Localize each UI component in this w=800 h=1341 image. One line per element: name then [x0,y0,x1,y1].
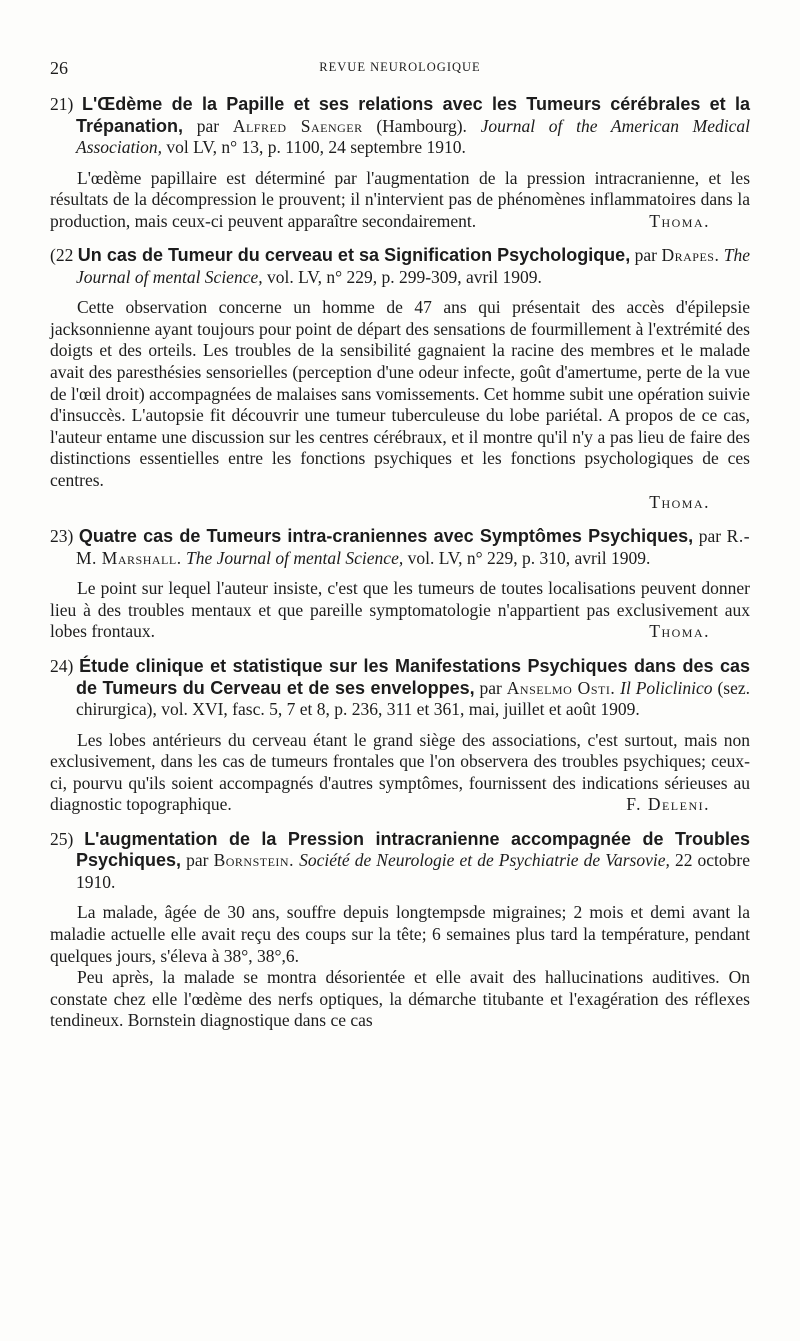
source-reference: vol. LV, n° 229, p. 299-309, avril 1909. [267,266,542,287]
reviewer-signature: Thoma. [649,491,710,512]
running-header [50,58,750,78]
entry-heading [50,526,750,569]
entry-number: 21) [50,94,74,114]
source-reference: 22 octobre 1910. [76,850,751,892]
source-journal: Il Policlinico [620,677,713,698]
source-journal: The Journal of mental Science, [76,245,751,287]
article-title: Un cas de Tumeur du cerveau et sa Signification Psychologique, [77,245,631,266]
reviewer-signature: Thoma. [649,210,710,231]
par-word: par [634,245,658,266]
page-number: 26 [50,58,68,78]
author-location: (Hambourg). [376,115,467,136]
entry-number: 24) [50,656,74,676]
abstract-text: Cette observation concerne un homme de 47 ans qui présentait des accès d'épilepsie jacksonnienne ayant toujours pour point de départ des sensations de fourmillement à l'extrémité des doigts et des orteils. Les troubles de la sensibilité gagnaient la racine des membres et le malade avait des paresthésies sensorielles (perception d'une odeur infecte, goût d'amertume, perte de la vue de l'œil droit) accompagnées de malaises sans vomissements. Cet homme subit une opération suivie d'insuccès. L'autopsie fit découvrir une tumeur tuberculeuse du lobe pariétal. A propos de ce cas, l'auteur entame une discussion sur les centres cérébraux, et il montre qu'il n'y a pas lieu de faire des distinctions essentielles entre les fonctions psychiques et les fonctions psychologiques de ces centres. [50,297,750,491]
entry-heading [50,94,750,159]
article-title: L'Œdème de la Papille et ses relations avec les Tumeurs cérébrales et la Trépanation, [76,94,750,136]
abstract-text-continued: Peu après, la malade se montra désorientée et elle avait des hallucinations auditives. On constate chez elle l'œdème des nerfs optiques, la démarche titubante et l'exagération des réflexes tendineux. Bornstein diagnostique dans ce cas [50,967,750,1031]
article-title: Étude clinique et statistique sur les Manifestations Psychiques dans des cas de Tumeurs du Cerveau et de ses enveloppes, [76,656,751,698]
abstract-body: Le point sur lequel l'auteur insiste, c'est que les tumeurs de toutes localisations peuvent donner lieu à des troubles mentaux et que pareille symptomatologie n'appartient pas exclusivement aux lobes frontaux. [50,578,750,642]
reviewer-signature: F. Deleni. [626,794,710,815]
abstract-entry-24 [50,656,750,816]
reviewer-signature: Thoma. [649,621,710,642]
article-author: Bornstein. [213,850,294,871]
source-reference: (sez. chirurgica), vol. XVI, fasc. 5, 7 et 8, p. 236, 311 et 361, mai, juillet et août 1909. [76,677,750,719]
reviewer-signature-line [50,492,750,514]
abstract-entry-23 [50,526,750,643]
entry-number: 23) [50,526,74,547]
par-word: par [698,526,722,547]
article-title: Quatre cas de Tumeurs intra-craniennes avec Symptômes Psychiques, [78,526,694,547]
par-word: par [186,850,209,871]
source-journal: The Journal of mental Science, [185,547,404,568]
article-author: Drapes. [661,245,720,266]
journal-title: REVUE NEUROLOGIQUE [319,60,481,74]
source-reference: vol. LV, n° 229, p. 310, avril 1909. [407,547,651,568]
abstract-entry-22 [50,245,750,513]
article-author: Alfred Saenger [232,115,363,136]
abstract-text [50,578,750,643]
abstract-text: La malade, âgée de 30 ans, souffre depuis longtempsde migraines; 2 mois et demi avant la maladie actuelle elle avait reçu des coups sur la tête; 6 semaines plus tard la température, pendant quelques jours, s'éleva à 38°, 38°,6. [50,902,750,966]
article-title: L'augmentation de la Pression intracranienne accompagnée de Troubles Psychiques, [76,828,750,871]
abstract-body: L'œdème papillaire est déterminé par l'augmentation de la pression intracranienne, et les résultats de la décompression le prouvent; il n'intervient pas de phénomènes inflammatoires dans la production, mais ceux-ci peuvent apparaître secondairement. [50,167,750,231]
entry-number: (22 [50,245,74,266]
source-journal: Journal of the American Medical Association, [76,115,751,157]
entry-number: 25) [50,828,74,849]
entry-heading [50,656,750,721]
abstract-text [50,168,750,233]
entry-heading [50,829,750,894]
abstract-text [50,730,750,816]
abstract-entry-25 [50,829,750,1032]
abstract-body: Les lobes antérieurs du cerveau étant le grand siège des associations, c'est surtout, mais non exclusivement, dans les cas de tumeurs frontales que l'on observera des troubles psychiques; ceux-ci, pourvu qu'ils soient accompagnés d'autres symptômes, fournissent des indications sérieuses au diagnostic topographique. [50,729,750,815]
abstract-entry-21 [50,94,750,232]
source-reference: vol LV, n° 13, p. 1100, 24 septembre 1910. [166,137,466,157]
source-journal: Société de Neurologie et de Psychiatrie de Varsovie, [299,850,670,871]
par-word: par [196,115,220,136]
entry-heading [50,245,750,288]
article-author: Anselmo Osti. [506,677,616,698]
par-word: par [479,677,502,698]
page-content [50,94,750,1045]
article-author: R.-M. Marshall. [76,526,751,568]
